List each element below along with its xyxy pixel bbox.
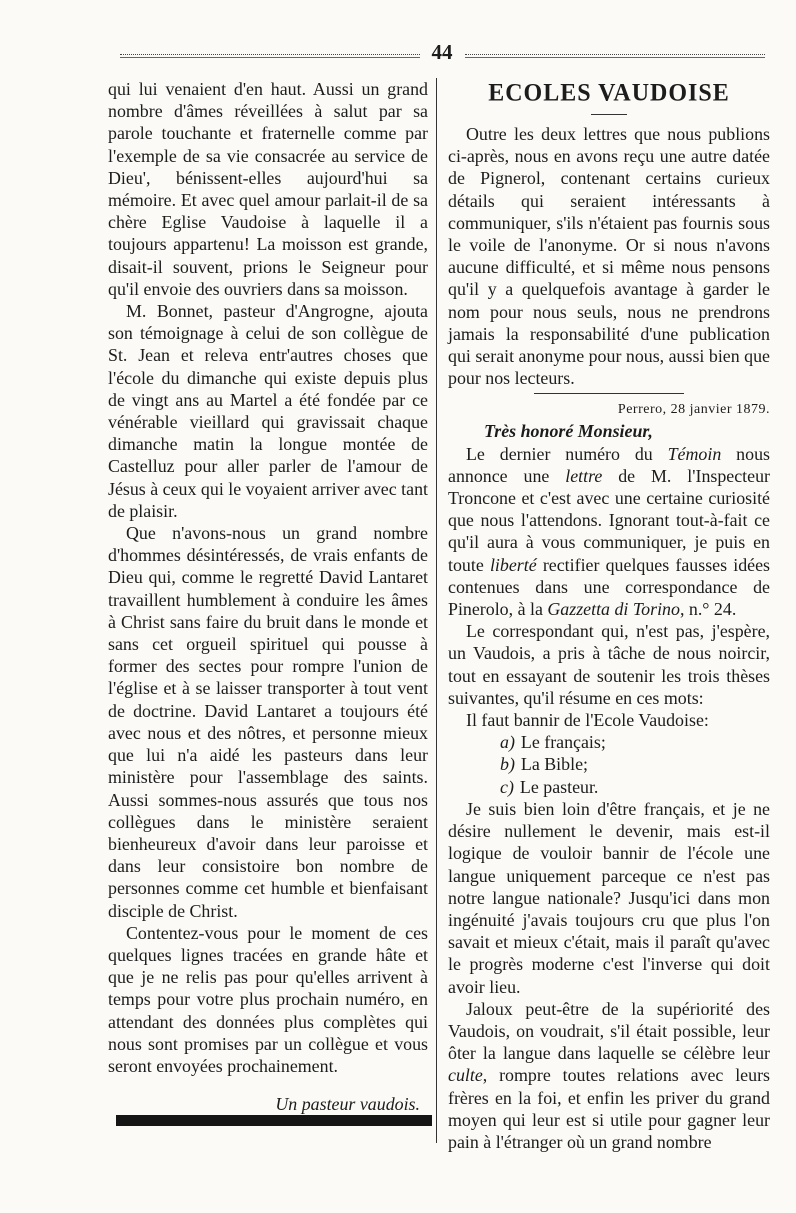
- left-column: [108, 78, 428, 1115]
- paragraph: Que n'avons-nous un grand nombre d'hommes désintéressés, de vrais enfants de Dieu qui, comme le regretté David Lantaret travaillent humblement à conduire les âmes à Christ sans faire du bruit dans le monde et sans cet orgueil spirituel qui pousse à former des sectes pour rompre l'union de l'église et à se laisser transporter à tout vent de doctrine. David Lantaret a toujours été avec nous et des nôtres, et personne mieux que lui n'a aidé les pasteurs dans leur ministère pour l'assemblage des saints. Aussi sommes-nous assurés que tous nos collègues dans le ministère seraient bienheureux d'avoir dans leur paroisse et dans leur consistoire bon nombre de personnes comme cet humble et bienfaisant disciple de Christ.: [108, 523, 428, 921]
- list-item: [448, 731, 770, 753]
- list-marker: b): [500, 754, 515, 775]
- signature: Un pasteur vaudois.: [275, 1094, 420, 1115]
- letter-date: Perrero, 28 janvier 1879.: [617, 402, 770, 418]
- page-number: 44: [431, 40, 453, 64]
- right-column: [448, 78, 770, 1153]
- intro-paragraph: Outre les deux lettres que nous publions ci-après, nous en avons reçu une autre datée de Pignerol, contenant certains curieux détails qui seraient intéressants à communiquer, s'ils n'étaient pas fournis sous le voile de l'anonyme. Or si nous n'avons aucune difficulté, et si même nous pensons qu'il y a quelquefois avantage à garder le nom pour nous seuls, nous ne prendrons jamais la responsabilité d'une publication qui serait anonyme pour nous, aussi bien que pour nos lecteurs.: [448, 124, 770, 389]
- separator-rule: [534, 393, 684, 394]
- column-divider: [436, 78, 437, 1143]
- text-run: , n.° 24.: [679, 599, 737, 620]
- section-title: ECOLES VAUDOISE: [488, 79, 730, 107]
- list-text: Le pasteur.: [519, 776, 599, 797]
- header-rule-left: [120, 54, 420, 58]
- page-header: [100, 40, 780, 70]
- newspaper-title: Gazzetta di Torino: [547, 599, 680, 620]
- text-run: de M. l'Inspecteur Troncone et c'est avec une certaine curiosité que nous l'attendons. Ignorant tout-à-fait ce qu'il aura à vous communiquer, je puis en toute: [448, 465, 770, 575]
- text-run: Jaloux peut-être de la supériorité des Vaudois, on voudrait, s'il était possible, leur ôter la langue dans laquelle se célèbre leur: [448, 998, 770, 1064]
- letter-paragraph: [448, 998, 770, 1153]
- emphasis: culte: [448, 1065, 483, 1086]
- text-run: rectifier quelques fausses idées contenues dans une correspondance de Pinerolo, à la: [448, 554, 770, 620]
- list-marker: a): [500, 732, 515, 753]
- list-text: La Bible;: [520, 754, 588, 775]
- title-rule: [591, 114, 627, 115]
- letter-paragraph: Le correspondant qui, n'est pas, j'espère, un Vaudois, a pris à tâche de nous noircir, tout en essayant de soutenir les trois thèses suivantes, qu'il résume en ces mots:: [448, 621, 770, 708]
- text-run: nous annonce une: [448, 443, 770, 486]
- letter-paragraph: [448, 443, 770, 621]
- letter-paragraph: Je suis bien loin d'être français, et je ne désire nullement le devenir, mais est-il logique de vouloir bannir de l'école une langue uniquement parceque ce n'est pas notre langue nationale? Jusqu'ici dans mon ingénuité j'avais toujours cru que plus l'on savait et mieux c'était, mais il paraît qu'avec le progrès moderne c'est l'inverse qui doit avoir lieu.: [448, 798, 770, 997]
- emphasis: liberté: [489, 554, 537, 575]
- list-item: [448, 776, 770, 798]
- letter-salutation: Très honoré Monsieur,: [484, 421, 653, 442]
- emphasis: lettre: [565, 465, 603, 486]
- list-item: [448, 753, 770, 775]
- list-text: Le français;: [520, 732, 606, 753]
- text-run: , rompre toutes relations avec leurs frères en la foi, et enfin les priver du grand moyen qui leur est si utile pour gagner leur pain à l'étranger où un grand nombre: [448, 1065, 770, 1152]
- paragraph: Contentez-vous pour le moment de ces quelques lignes tracées en grande hâte et que je ne relis pas pour qu'elles arrivent à temps pour votre plus prochain numéro, en attendant des données plus complètes qui nous sont promises par un collègue et vous seront envoyées prochainement.: [108, 922, 428, 1076]
- paragraph: M. Bonnet, pasteur d'Angrogne, ajouta son témoignage à celui de son collègue de St. Jean et releva entr'autres choses que l'école du dimanche qui existe depuis plus de vingt ans au Martel a été fondée par ce vénérable vieillard qui gravissait chaque dimanche matin la longue montée de Castelluz pour aller parler de l'amour de Jésus à ceux qui le voyaient arriver avec tant de plaisir.: [108, 301, 428, 521]
- newspaper-title: Témoin: [667, 443, 722, 464]
- paragraph: qui lui venaient d'en haut. Aussi un grand nombre d'âmes réveillées à salut par sa parole touchante et fraternelle comme par l'exemple de sa vie consacrée au service de Dieu', bénissent-elles aujourd'hui sa mémoire. Et avec quel amour parlait-il de sa chère Eglise Vaudoise à laquelle il a toujours appartenu! La moisson est grande, disait-il souvent, prions le Seigneur pour qu'il envoie des ouvriers dans sa moisson.: [108, 79, 428, 299]
- header-rule-right: [465, 54, 765, 58]
- text-run: Le dernier numéro du: [466, 443, 668, 464]
- end-of-article-bar: [116, 1115, 432, 1126]
- list-intro: Il faut bannir de l'Ecole Vaudoise:: [466, 710, 709, 731]
- list-marker: c): [500, 776, 514, 797]
